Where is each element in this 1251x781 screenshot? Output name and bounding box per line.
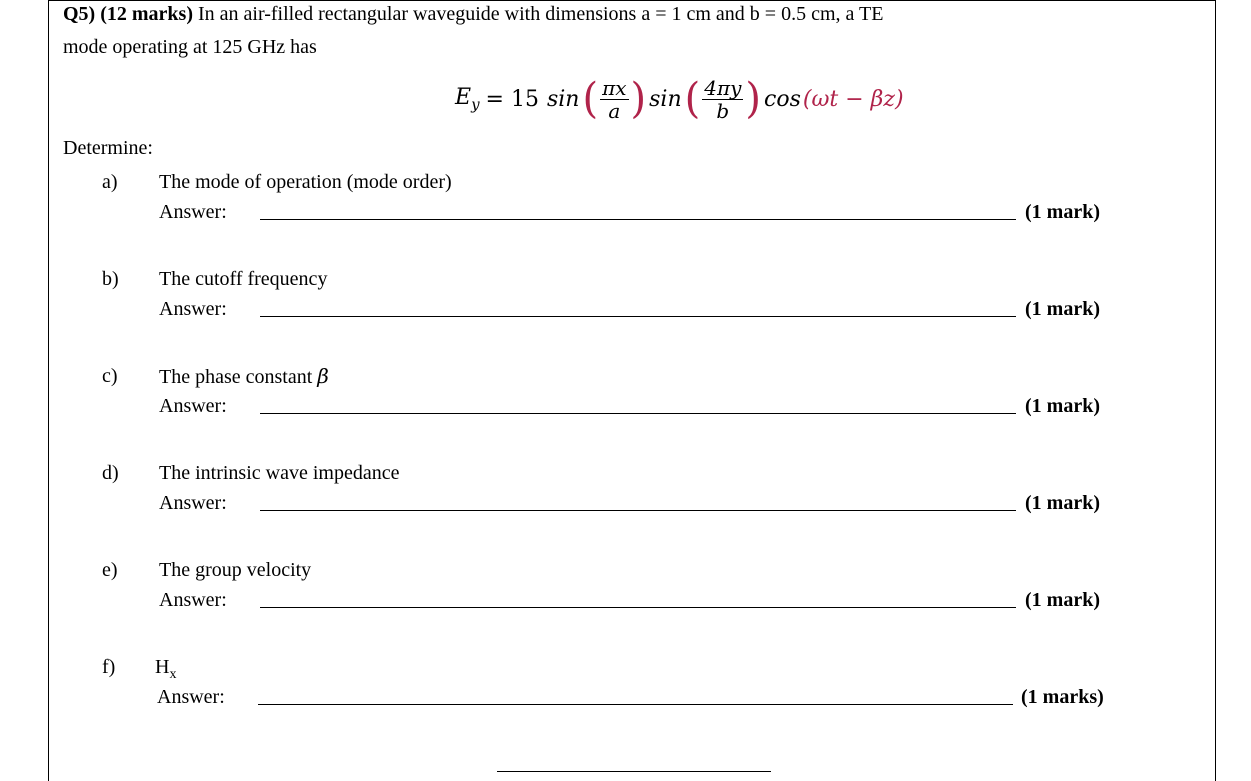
- question-intro-line1: In an air-filled rectangular waveguide with dimensions a = 1 cm and b = 0.5 cm, a TE: [197, 3, 884, 25]
- part-c-prompt: The phase constant β: [159, 364, 329, 388]
- part-a-prompt: The mode of operation (mode order): [159, 171, 452, 193]
- eq-cos-arg: (ωt − βz): [802, 86, 904, 112]
- part-b-prompt: The cutoff frequency: [159, 268, 328, 290]
- part-e-mark: (1 mark): [1025, 589, 1100, 611]
- part-f-mark: (1 marks): [1021, 686, 1104, 708]
- part-f-prompt: $H_x$: [155, 656, 177, 682]
- eq-fraction-1-den: a: [608, 98, 621, 123]
- part-e-prompt: The group velocity: [159, 559, 312, 581]
- part-c-answer-line[interactable]: [260, 413, 1016, 414]
- part-e-answer-label: Answer:: [159, 589, 227, 611]
- part-d-answer-line[interactable]: [260, 510, 1016, 511]
- part-b-answer-line[interactable]: [260, 316, 1016, 317]
- eq-paren-open-2: (: [684, 74, 701, 124]
- eq-fraction-2-num: 4πy: [704, 75, 742, 100]
- question-marks: (12 marks): [100, 3, 193, 25]
- eq-cos: cos: [764, 86, 801, 112]
- eq-lhs: $E_y$: [455, 84, 480, 114]
- eq-fraction-1-num: πx: [602, 75, 627, 100]
- eq-sin-2: sin: [649, 86, 682, 112]
- beta-symbol: β: [317, 364, 329, 388]
- eq-fraction-2: [702, 77, 743, 122]
- part-a-answer-label: Answer:: [159, 201, 227, 223]
- eq-sin-1: sin: [546, 86, 580, 112]
- part-b-letter: b): [102, 268, 119, 290]
- field-equation: [455, 68, 904, 130]
- eq-equals: = 15: [485, 86, 539, 112]
- part-a-letter: a): [102, 171, 118, 193]
- part-f-answer-label: Answer:: [157, 686, 225, 708]
- eq-paren-close-1: ): [630, 74, 647, 124]
- part-d-prompt: The intrinsic wave impedance: [159, 462, 400, 484]
- part-d-letter: d): [102, 462, 119, 484]
- part-e-answer-line[interactable]: [260, 607, 1016, 608]
- part-b-answer-label: Answer:: [159, 298, 227, 320]
- part-d-mark: (1 mark): [1025, 492, 1100, 514]
- question-intro-line2: mode operating at 125 GHz has: [63, 36, 317, 58]
- eq-fraction-1: [600, 77, 628, 122]
- part-a-mark: (1 mark): [1025, 201, 1100, 223]
- part-e-letter: e): [102, 559, 118, 581]
- part-c-letter: c): [102, 365, 118, 387]
- part-f-answer-line[interactable]: [258, 704, 1013, 705]
- part-c-mark: (1 mark): [1025, 395, 1100, 417]
- part-f-letter: f): [102, 656, 116, 678]
- determine-label: Determine:: [63, 137, 153, 159]
- page-end-line: [497, 771, 771, 772]
- part-d-answer-label: Answer:: [159, 492, 227, 514]
- question-number: Q5): [63, 3, 96, 25]
- part-b-mark: (1 mark): [1025, 298, 1100, 320]
- eq-paren-open-1: (: [582, 74, 599, 124]
- question-header: [63, 2, 1203, 26]
- part-c-answer-label: Answer:: [159, 395, 227, 417]
- eq-fraction-2-den: b: [716, 98, 730, 123]
- part-a-answer-line[interactable]: [260, 219, 1016, 220]
- eq-paren-close-2: ): [745, 74, 762, 124]
